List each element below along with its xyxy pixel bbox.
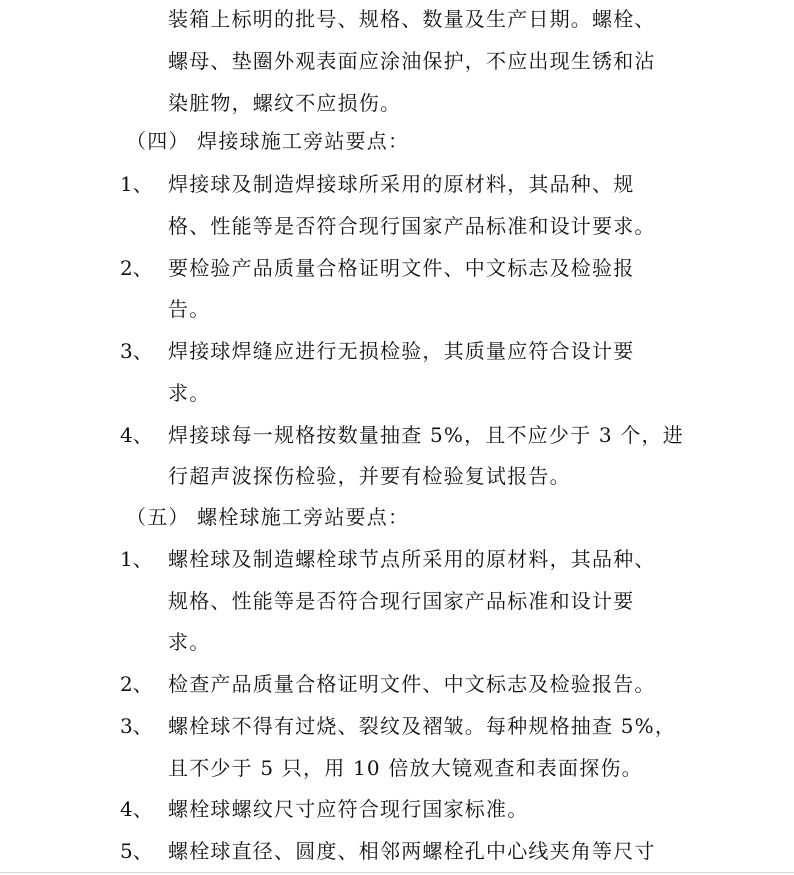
list-item-line: 行超声波探伤检验，并要有检验复试报告。 bbox=[168, 464, 571, 488]
list-item-line: 求。 bbox=[168, 630, 211, 654]
paragraph-line: 染脏物，螺纹不应损伤。 bbox=[168, 91, 402, 115]
section-heading: （四） 焊接球施工旁站要点： bbox=[126, 129, 410, 153]
list-item-line: 螺栓球螺纹尺寸应符合现行国家标准。 bbox=[168, 797, 529, 821]
paragraph-line: 螺母、垫圈外观表面应涂油保护，不应出现生锈和沾 bbox=[168, 49, 656, 73]
list-item-line: 焊接球每一规格按数量抽查 5%，且不应少于 3 个，进 bbox=[168, 423, 684, 447]
list-item-line: 焊接球及制造焊接球所采用的原材料，其品种、规 bbox=[168, 172, 635, 196]
list-item-line: 且不少于 5 只，用 10 倍放大镜观查和表面探伤。 bbox=[168, 756, 643, 780]
list-item-number: 4、 bbox=[120, 423, 153, 447]
page-bottom-divider bbox=[0, 872, 794, 873]
paragraph-line: 装箱上标明的批号、规格、数量及生产日期。螺栓、 bbox=[168, 7, 656, 31]
list-item-line: 螺栓球及制造螺栓球节点所采用的原材料，其品种、 bbox=[168, 547, 656, 571]
list-item-number: 5、 bbox=[120, 839, 153, 863]
list-item-number: 1、 bbox=[120, 172, 153, 196]
list-item-line: 要检验产品质量合格证明文件、中文标志及检验报 bbox=[168, 256, 635, 280]
list-item-number: 1、 bbox=[120, 547, 153, 571]
list-item-line: 规格、性能等是否符合现行国家产品标准和设计要 bbox=[168, 589, 635, 613]
list-item-number: 2、 bbox=[120, 672, 153, 696]
list-item-line: 螺栓球不得有过烧、裂纹及褶皱。每种规格抽查 5%， bbox=[168, 714, 677, 738]
list-item-line: 螺栓球直径、圆度、相邻两螺栓孔中心线夹角等尺寸 bbox=[168, 839, 656, 863]
list-item-line: 求。 bbox=[168, 381, 211, 405]
list-item-line: 告。 bbox=[168, 297, 211, 321]
list-item-line: 检查产品质量合格证明文件、中文标志及检验报告。 bbox=[168, 672, 656, 696]
list-item-number: 2、 bbox=[120, 256, 153, 280]
list-item-number: 4、 bbox=[120, 797, 153, 821]
list-item-line: 格、性能等是否符合现行国家产品标准和设计要求。 bbox=[168, 214, 656, 238]
section-heading: （五） 螺栓球施工旁站要点： bbox=[126, 505, 410, 529]
list-item-number: 3、 bbox=[120, 714, 153, 738]
list-item-number: 3、 bbox=[120, 339, 153, 363]
list-item-line: 焊接球焊缝应进行无损检验，其质量应符合设计要 bbox=[168, 339, 635, 363]
